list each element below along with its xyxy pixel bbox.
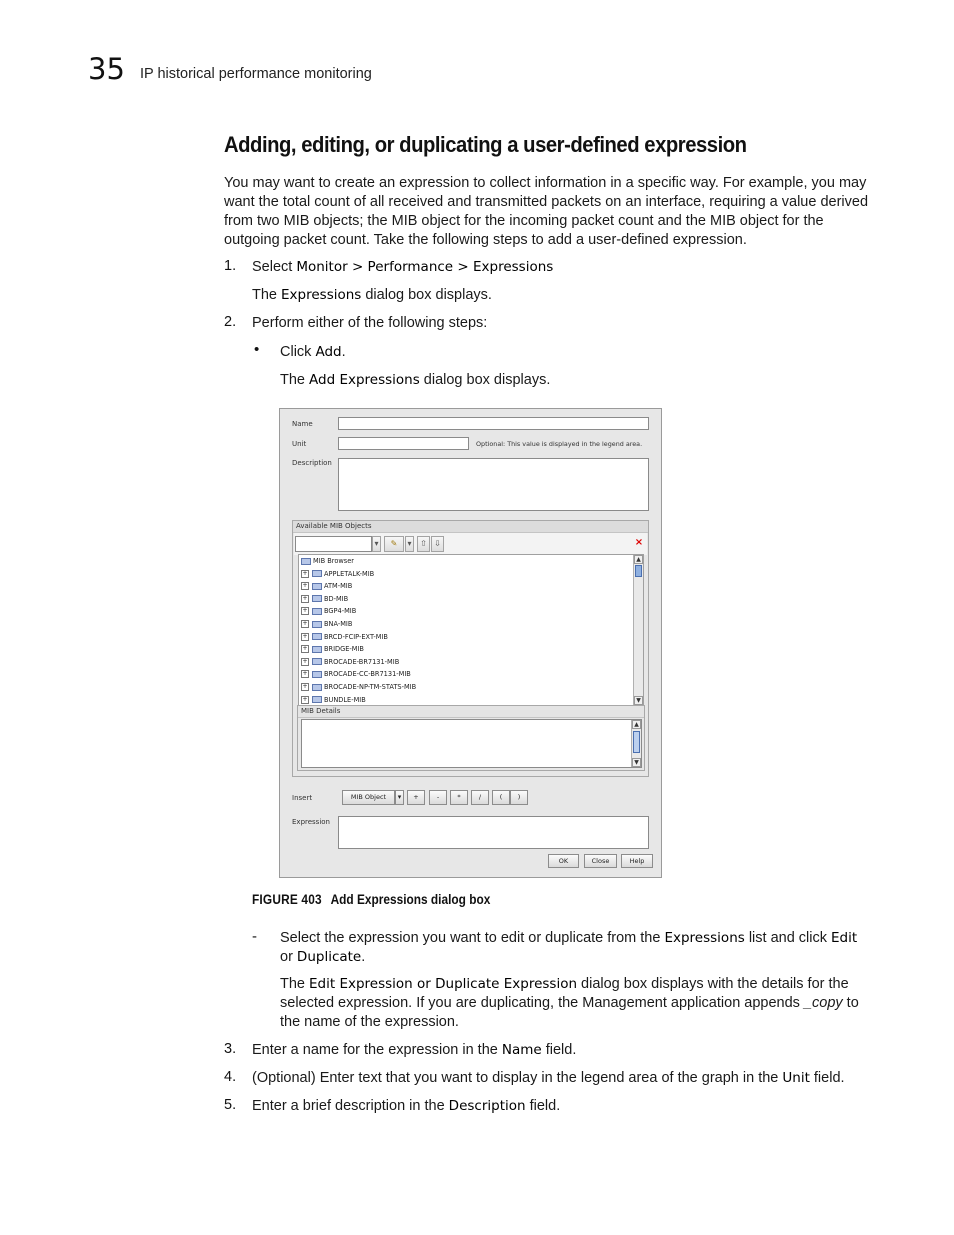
step-text: (Optional) Enter text that you want to display in the legend area of the graph in the — [252, 1070, 783, 1086]
scroll-down-icon[interactable]: ▼ — [632, 758, 641, 767]
operator-plus-button[interactable]: + — [407, 790, 425, 805]
folder-icon — [312, 671, 322, 678]
bullet-add-result — [280, 371, 550, 390]
folder-icon — [301, 558, 311, 565]
folder-icon — [312, 658, 322, 665]
clear-search-icon[interactable]: × — [634, 537, 644, 548]
tree-item-label: BROCADE-BR7131-MIB — [324, 657, 400, 666]
name-input[interactable] — [338, 417, 649, 430]
step-number: 5. — [224, 1097, 237, 1113]
highlight-pen-icon[interactable]: ✎ — [384, 536, 404, 552]
arrow-down-icon[interactable]: ⇩ — [431, 536, 444, 552]
ok-button[interactable]: OK — [548, 854, 579, 868]
chapter-title: IP historical performance monitoring — [140, 66, 372, 82]
expand-plus-icon[interactable]: + — [302, 632, 308, 640]
expand-plus-icon[interactable]: + — [302, 645, 308, 653]
ui-term: Description — [448, 1098, 526, 1114]
step-text: dialog box displays with the details for the selected expression. If you are duplicating, the Management application appends — [280, 976, 849, 1011]
bullet-marker: • — [254, 341, 260, 358]
tree-item[interactable] — [301, 683, 416, 696]
expand-plus-icon[interactable]: + — [302, 607, 308, 615]
unit-hint: Optional: This value is displayed in the legend area. — [476, 440, 643, 448]
expression-label: Expression — [292, 818, 330, 826]
group-header — [298, 706, 644, 718]
description-label: Description — [292, 459, 332, 467]
scroll-thumb[interactable] — [633, 731, 640, 753]
name-label: Name — [292, 420, 313, 428]
step-text: or — [280, 949, 297, 965]
menu-path: Monitor > Performance > Expressions — [296, 259, 554, 275]
folder-icon — [312, 570, 322, 577]
unit-label: Unit — [292, 440, 307, 448]
ui-term: Add Expressions — [309, 372, 420, 388]
folder-icon — [312, 583, 322, 590]
step-text: Select — [252, 259, 297, 275]
tree-item-label: BRCD-FCIP-EXT-MIB — [324, 632, 388, 641]
add-expressions-dialog — [279, 408, 662, 878]
folder-icon — [312, 684, 322, 691]
bullet-marker: - — [252, 928, 257, 945]
tree-item[interactable] — [301, 633, 388, 646]
step-text: field. — [809, 1070, 845, 1086]
figure-caption-text: Add Expressions dialog box — [330, 892, 491, 907]
tree-item[interactable] — [301, 595, 348, 608]
emphasis: _copy — [803, 995, 843, 1011]
mib-tree — [298, 554, 644, 706]
expand-plus-icon[interactable]: + — [302, 594, 308, 602]
ui-term: Unit — [782, 1070, 810, 1086]
expand-plus-icon[interactable]: + — [302, 582, 308, 590]
insert-select-value: MIB Object — [350, 793, 387, 801]
help-button[interactable]: Help — [621, 854, 653, 868]
step-text: . — [341, 344, 346, 360]
step-5 — [252, 1097, 560, 1116]
available-mib-objects-label: Available MIB Objects — [296, 522, 372, 530]
section-title: Adding, editing, or duplicating a user-defined expression — [224, 132, 747, 157]
step-text: Select the expression you want to edit or duplicate from the — [280, 930, 665, 946]
operator-divide-button[interactable]: / — [471, 790, 489, 805]
ui-term: Edit — [831, 930, 858, 946]
scroll-up-icon[interactable]: ▲ — [632, 720, 641, 729]
chapter-number: 35 — [88, 52, 125, 86]
scroll-down-icon[interactable]: ▼ — [634, 696, 643, 705]
folder-icon — [312, 608, 322, 615]
tree-scrollbar[interactable] — [633, 555, 643, 705]
tree-root-label: MIB Browser — [313, 557, 354, 565]
description-textarea[interactable] — [338, 458, 649, 511]
mib-details-group — [297, 705, 645, 771]
step-1 — [252, 258, 553, 277]
ui-term: Edit Expression or Duplicate Expression — [309, 976, 578, 992]
details-scrollbar[interactable] — [631, 720, 641, 767]
expand-plus-icon[interactable]: + — [302, 657, 308, 665]
step-text: Enter a name for the expression in the — [252, 1042, 502, 1058]
step-3 — [252, 1041, 576, 1060]
tree-item[interactable] — [301, 582, 352, 595]
operator-open-paren-button[interactable]: ( — [492, 790, 510, 805]
tree-item[interactable] — [301, 670, 411, 683]
tree-item-label: ATM-MIB — [324, 582, 353, 591]
step-text: Click — [280, 344, 316, 360]
folder-icon — [312, 595, 322, 602]
step-text: dialog box displays. — [361, 287, 492, 303]
tree-item[interactable] — [301, 607, 356, 620]
tree-item[interactable] — [301, 658, 399, 671]
tree-item-label: BNA-MIB — [324, 620, 353, 628]
step-number: 2. — [224, 314, 237, 330]
step-2: Perform either of the following steps: — [252, 315, 488, 331]
folder-icon — [312, 646, 322, 653]
figure-caption — [252, 892, 490, 907]
scroll-thumb[interactable] — [635, 565, 642, 577]
mib-details-label: MIB Details — [301, 707, 341, 715]
operator-multiply-button[interactable]: * — [450, 790, 468, 805]
ui-term: Expressions — [281, 287, 362, 303]
tree-item-label: BUNDLE-MIB — [324, 695, 366, 704]
step-text: Enter a brief description in the — [252, 1098, 449, 1114]
step-text: The — [280, 976, 310, 992]
operator-minus-button[interactable]: - — [429, 790, 447, 805]
folder-icon — [312, 633, 322, 640]
step-text: to the name of the expression. — [280, 995, 859, 1030]
search-combo[interactable] — [295, 536, 372, 552]
figure-label: FIGURE 403 — [252, 892, 322, 907]
step-text: list and click — [744, 930, 832, 946]
expand-plus-icon[interactable]: + — [302, 670, 308, 678]
insert-mib-object-select[interactable] — [342, 790, 395, 805]
search-dropdown-chevron-icon[interactable]: ▾ — [372, 536, 381, 552]
expand-plus-icon[interactable]: + — [302, 695, 308, 703]
expand-plus-icon[interactable]: + — [302, 569, 308, 577]
folder-icon — [312, 696, 322, 703]
tree-item-label: BRIDGE-MIB — [324, 645, 364, 654]
tree-item[interactable] — [301, 570, 374, 583]
tree-item-label: APPLETALK-MIB — [324, 569, 375, 578]
insert-label: Insert — [292, 794, 313, 802]
tree-item-label: BROCADE-CC-BR7131-MIB — [324, 670, 411, 679]
bullet-edit — [280, 929, 872, 967]
arrow-up-icon[interactable]: ⇧ — [417, 536, 430, 552]
expression-textarea[interactable] — [338, 816, 649, 849]
tree-item-label: BROCADE-NP-TM-STATS-MIB — [324, 683, 417, 691]
operator-close-paren-button[interactable]: ) — [510, 790, 528, 805]
bullet-add — [280, 343, 346, 362]
step-text: The — [280, 372, 310, 388]
intro-paragraph: You may want to create an expression to collect information in a specific way. For example, you may want the total count of all received and transmitted packets on an interface, requiring a value derived from two MIB objects; the MIB object for the incoming packet count and the MIB object for the outgoing packet count. Take the following steps to add a user-defined expression. — [224, 175, 869, 248]
ui-term: Add — [315, 344, 342, 360]
close-button[interactable]: Close — [584, 854, 617, 868]
mib-details-textarea[interactable] — [301, 719, 642, 768]
tree-item-label: BD-MIB — [324, 594, 349, 603]
pen-dropdown-chevron-icon[interactable]: ▾ — [405, 536, 414, 552]
step-text: field. — [525, 1098, 561, 1114]
step-number: 4. — [224, 1069, 237, 1085]
expand-plus-icon[interactable]: + — [302, 620, 308, 627]
tree-item[interactable] — [301, 620, 352, 633]
expand-plus-icon[interactable]: + — [302, 683, 308, 690]
step-text: . — [361, 949, 366, 965]
step-text: field. — [541, 1042, 577, 1058]
bullet-edit-result — [280, 975, 872, 1032]
ui-term: Duplicate — [296, 949, 362, 965]
tree-item[interactable] — [301, 645, 364, 658]
ui-term: Expressions — [664, 930, 745, 946]
ui-term: Name — [501, 1042, 542, 1058]
step-text: dialog box displays. — [419, 372, 551, 388]
step-1-result — [252, 286, 492, 305]
tree-root[interactable] — [301, 557, 354, 570]
step-4 — [252, 1069, 872, 1088]
scroll-up-icon[interactable]: ▲ — [634, 555, 643, 564]
insert-dropdown-chevron-icon[interactable]: ▾ — [395, 790, 404, 805]
step-number: 1. — [224, 258, 237, 274]
unit-input[interactable] — [338, 437, 469, 450]
step-number: 3. — [224, 1041, 237, 1057]
folder-icon — [312, 621, 322, 628]
tree-item-label: BGP4-MIB — [324, 607, 357, 616]
step-text: The — [252, 287, 282, 303]
